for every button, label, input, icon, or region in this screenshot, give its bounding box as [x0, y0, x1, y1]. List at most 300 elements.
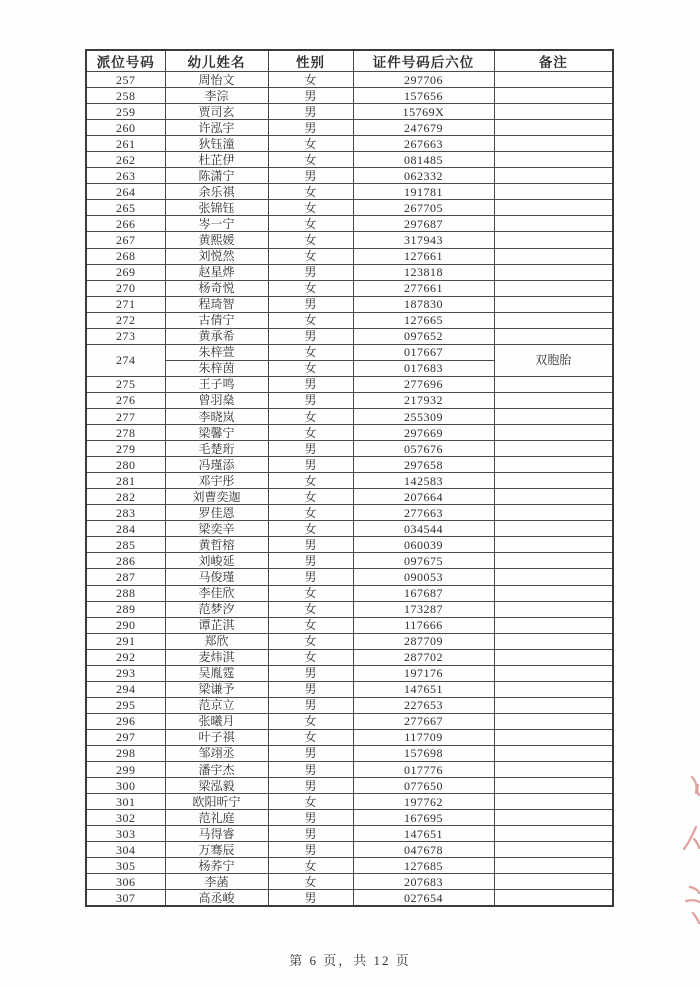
table-row — [86, 232, 613, 248]
cell-note — [494, 794, 613, 810]
cell-number: 302 — [86, 810, 165, 826]
cell-gender: 女 — [268, 408, 353, 424]
cell-gender: 女 — [268, 649, 353, 665]
cell-id: 15769X — [353, 104, 494, 120]
cell-note — [494, 569, 613, 585]
cell-id: 123818 — [353, 264, 494, 280]
cell-id: 277696 — [353, 376, 494, 392]
table-row — [86, 264, 613, 280]
cell-name: 谭芷淇 — [165, 617, 268, 633]
cell-note — [494, 713, 613, 729]
cell-gender: 男 — [268, 778, 353, 794]
cell-id: 197762 — [353, 794, 494, 810]
cell-number: 258 — [86, 88, 165, 104]
cell-note — [494, 280, 613, 296]
cell-name: 邓宇彤 — [165, 473, 268, 489]
cell-id: 167687 — [353, 585, 494, 601]
cell-name: 朱梓茵 — [165, 360, 268, 376]
cell-number: 289 — [86, 601, 165, 617]
cell-name: 冯瑾添 — [165, 457, 268, 473]
cell-name: 贾司玄 — [165, 104, 268, 120]
cell-id: 187830 — [353, 296, 494, 312]
cell-number: 294 — [86, 681, 165, 697]
cell-gender: 男 — [268, 537, 353, 553]
cell-id: 157656 — [353, 88, 494, 104]
cell-note — [494, 681, 613, 697]
cell-name: 王子鸣 — [165, 376, 268, 392]
cell-id: 217932 — [353, 392, 494, 408]
cell-gender: 女 — [268, 713, 353, 729]
cell-number: 270 — [86, 280, 165, 296]
cell-gender: 女 — [268, 505, 353, 521]
cell-note — [494, 762, 613, 778]
cell-name: 许泓宇 — [165, 120, 268, 136]
cell-id: 057676 — [353, 441, 494, 457]
cell-name: 周怡文 — [165, 72, 268, 88]
table-row — [86, 489, 613, 505]
cell-name: 刘曹奕迦 — [165, 489, 268, 505]
table-row — [86, 200, 613, 216]
table-row — [86, 392, 613, 408]
cell-number: 287 — [86, 569, 165, 585]
table-row — [86, 842, 613, 858]
table-row — [86, 826, 613, 842]
cell-name: 赵星烨 — [165, 264, 268, 280]
cell-name: 张曦月 — [165, 713, 268, 729]
table-row — [86, 376, 613, 392]
cell-gender: 男 — [268, 457, 353, 473]
table-row — [86, 441, 613, 457]
cell-number: 298 — [86, 745, 165, 761]
cell-note — [494, 826, 613, 842]
cell-gender: 女 — [268, 344, 353, 360]
cell-gender: 女 — [268, 136, 353, 152]
cell-number: 264 — [86, 184, 165, 200]
cell-number: 306 — [86, 874, 165, 890]
header-gender: 性别 — [268, 50, 353, 72]
cell-note — [494, 120, 613, 136]
cell-gender: 女 — [268, 633, 353, 649]
cell-note — [494, 216, 613, 232]
allocation-roster-table — [85, 49, 614, 907]
cell-id: 090053 — [353, 569, 494, 585]
table-row — [86, 104, 613, 120]
table-row — [86, 874, 613, 890]
cell-gender: 男 — [268, 168, 353, 184]
table-row — [86, 665, 613, 681]
cell-name: 李菡 — [165, 874, 268, 890]
cell-number: 277 — [86, 408, 165, 424]
table-row — [86, 457, 613, 473]
cell-name: 李淙 — [165, 88, 268, 104]
table-row — [86, 649, 613, 665]
cell-gender: 女 — [268, 184, 353, 200]
cell-id: 317943 — [353, 232, 494, 248]
table-row — [86, 184, 613, 200]
cell-gender: 女 — [268, 360, 353, 376]
cell-name: 陈潇宁 — [165, 168, 268, 184]
cell-id: 157698 — [353, 745, 494, 761]
cell-id: 127685 — [353, 858, 494, 874]
cell-note — [494, 104, 613, 120]
cell-number: 271 — [86, 296, 165, 312]
cell-id: 297687 — [353, 216, 494, 232]
cell-id: 277667 — [353, 713, 494, 729]
cell-note — [494, 72, 613, 88]
cell-note — [494, 489, 613, 505]
table-row — [86, 794, 613, 810]
cell-gender: 男 — [268, 681, 353, 697]
cell-gender: 男 — [268, 88, 353, 104]
cell-gender: 男 — [268, 762, 353, 778]
cell-id: 167695 — [353, 810, 494, 826]
cell-note — [494, 152, 613, 168]
table-row — [86, 120, 613, 136]
cell-id: 097652 — [353, 328, 494, 344]
cell-gender: 女 — [268, 248, 353, 264]
cell-gender: 男 — [268, 328, 353, 344]
cell-note — [494, 312, 613, 328]
cell-note — [494, 537, 613, 553]
cell-number: 295 — [86, 697, 165, 713]
table-row — [86, 858, 613, 874]
cell-gender: 男 — [268, 553, 353, 569]
cell-name: 朱梓萱 — [165, 344, 268, 360]
cell-id: 034544 — [353, 521, 494, 537]
cell-name: 万骞辰 — [165, 842, 268, 858]
table-row — [86, 473, 613, 489]
table-row — [86, 408, 613, 424]
cell-note — [494, 649, 613, 665]
cell-number: 267 — [86, 232, 165, 248]
cell-id: 017776 — [353, 762, 494, 778]
table-row — [86, 168, 613, 184]
cell-number: 273 — [86, 328, 165, 344]
cell-note — [494, 184, 613, 200]
cell-name: 梁奕辛 — [165, 521, 268, 537]
cell-number: 303 — [86, 826, 165, 842]
cell-id: 127665 — [353, 312, 494, 328]
cell-number: 297 — [86, 729, 165, 745]
cell-note — [494, 585, 613, 601]
cell-number: 263 — [86, 168, 165, 184]
cell-note — [494, 136, 613, 152]
header-child-name: 幼儿姓名 — [165, 50, 268, 72]
header-allocation-number: 派位号码 — [86, 50, 165, 72]
table-row — [86, 312, 613, 328]
cell-id: 267663 — [353, 136, 494, 152]
cell-gender: 女 — [268, 874, 353, 890]
cell-note — [494, 601, 613, 617]
cell-gender: 女 — [268, 601, 353, 617]
cell-number: 262 — [86, 152, 165, 168]
cell-note — [494, 376, 613, 392]
cell-gender: 男 — [268, 826, 353, 842]
cell-number: 285 — [86, 537, 165, 553]
cell-gender: 男 — [268, 569, 353, 585]
cell-note — [494, 168, 613, 184]
cell-note — [494, 248, 613, 264]
table-row — [86, 729, 613, 745]
cell-number: 301 — [86, 794, 165, 810]
cell-id: 297669 — [353, 425, 494, 441]
cell-name: 马得睿 — [165, 826, 268, 842]
cell-note — [494, 457, 613, 473]
cell-id: 287709 — [353, 633, 494, 649]
cell-id: 227653 — [353, 697, 494, 713]
cell-note — [494, 232, 613, 248]
cell-note — [494, 745, 613, 761]
page-footer: 第 6 页，共 12 页 — [289, 953, 411, 968]
red-seal-stamp-fragment — [678, 765, 700, 940]
cell-gender: 女 — [268, 72, 353, 88]
cell-id: 017667 — [353, 344, 494, 360]
table-row — [86, 248, 613, 264]
cell-id: 297658 — [353, 457, 494, 473]
cell-gender: 男 — [268, 376, 353, 392]
cell-gender: 男 — [268, 697, 353, 713]
cell-note — [494, 842, 613, 858]
table-row — [86, 505, 613, 521]
cell-id: 207664 — [353, 489, 494, 505]
cell-id: 117709 — [353, 729, 494, 745]
cell-number: 290 — [86, 617, 165, 633]
cell-number: 268 — [86, 248, 165, 264]
cell-name: 杜芷伊 — [165, 152, 268, 168]
cell-note — [494, 633, 613, 649]
table-row — [86, 328, 613, 344]
cell-gender: 女 — [268, 216, 353, 232]
cell-note — [494, 553, 613, 569]
cell-number: 291 — [86, 633, 165, 649]
cell-name: 余乐祺 — [165, 184, 268, 200]
cell-number: 283 — [86, 505, 165, 521]
cell-id: 255309 — [353, 408, 494, 424]
cell-id: 027654 — [353, 890, 494, 907]
table-row — [86, 537, 613, 553]
cell-id: 277661 — [353, 280, 494, 296]
cell-id: 117666 — [353, 617, 494, 633]
cell-id: 127661 — [353, 248, 494, 264]
cell-gender: 男 — [268, 890, 353, 907]
cell-gender: 女 — [268, 425, 353, 441]
table-row — [86, 890, 613, 907]
cell-gender: 女 — [268, 617, 353, 633]
cell-number: 282 — [86, 489, 165, 505]
cell-note — [494, 858, 613, 874]
cell-number: 257 — [86, 72, 165, 88]
cell-id: 062332 — [353, 168, 494, 184]
cell-name: 梁馨宁 — [165, 425, 268, 441]
cell-gender: 男 — [268, 810, 353, 826]
cell-gender: 男 — [268, 120, 353, 136]
cell-gender: 女 — [268, 200, 353, 216]
cell-name: 岑一宁 — [165, 216, 268, 232]
cell-note — [494, 296, 613, 312]
cell-name: 刘悦然 — [165, 248, 268, 264]
cell-id: 287702 — [353, 649, 494, 665]
cell-number: 269 — [86, 264, 165, 280]
cell-id: 173287 — [353, 601, 494, 617]
table-row — [86, 617, 613, 633]
cell-gender: 女 — [268, 521, 353, 537]
cell-gender: 女 — [268, 794, 353, 810]
cell-name: 黄承希 — [165, 328, 268, 344]
cell-note — [494, 88, 613, 104]
cell-name: 郑欣 — [165, 633, 268, 649]
cell-number: 305 — [86, 858, 165, 874]
cell-gender: 男 — [268, 665, 353, 681]
cell-id: 267705 — [353, 200, 494, 216]
cell-gender: 男 — [268, 264, 353, 280]
cell-id: 142583 — [353, 473, 494, 489]
table-row — [86, 216, 613, 232]
cell-id: 097675 — [353, 553, 494, 569]
cell-gender: 女 — [268, 473, 353, 489]
cell-note — [494, 425, 613, 441]
table-row — [86, 280, 613, 296]
cell-note — [494, 328, 613, 344]
cell-name: 张锦钰 — [165, 200, 268, 216]
cell-id: 247679 — [353, 120, 494, 136]
cell-note — [494, 521, 613, 537]
cell-id: 017683 — [353, 360, 494, 376]
cell-note — [494, 874, 613, 890]
cell-name: 吴胤霆 — [165, 665, 268, 681]
cell-name: 李晓岚 — [165, 408, 268, 424]
table-row — [86, 88, 613, 104]
cell-id: 297706 — [353, 72, 494, 88]
table-row — [86, 697, 613, 713]
table-body — [86, 72, 613, 907]
cell-gender: 女 — [268, 585, 353, 601]
cell-name: 麦炜淇 — [165, 649, 268, 665]
table-row — [86, 569, 613, 585]
cell-name: 范礼庭 — [165, 810, 268, 826]
cell-number: 272 — [86, 312, 165, 328]
cell-id: 191781 — [353, 184, 494, 200]
cell-name: 李佳欣 — [165, 585, 268, 601]
cell-name: 黄熙媛 — [165, 232, 268, 248]
table-row — [86, 633, 613, 649]
cell-number: 288 — [86, 585, 165, 601]
cell-gender: 男 — [268, 392, 353, 408]
table-row — [86, 425, 613, 441]
cell-number: 259 — [86, 104, 165, 120]
table-row — [86, 553, 613, 569]
cell-name: 罗佳恩 — [165, 505, 268, 521]
cell-note — [494, 665, 613, 681]
table-row — [86, 585, 613, 601]
cell-number: 280 — [86, 457, 165, 473]
table-row — [86, 762, 613, 778]
cell-number: 300 — [86, 778, 165, 794]
cell-id: 197176 — [353, 665, 494, 681]
cell-number: 266 — [86, 216, 165, 232]
cell-note — [494, 729, 613, 745]
cell-gender: 女 — [268, 232, 353, 248]
cell-gender: 男 — [268, 842, 353, 858]
cell-number: 304 — [86, 842, 165, 858]
cell-number: 261 — [86, 136, 165, 152]
cell-note — [494, 778, 613, 794]
cell-gender: 男 — [268, 745, 353, 761]
cell-name: 潘宇杰 — [165, 762, 268, 778]
cell-id: 060039 — [353, 537, 494, 553]
cell-id: 147651 — [353, 681, 494, 697]
cell-name: 邹翊丞 — [165, 745, 268, 761]
cell-number: 275 — [86, 376, 165, 392]
cell-name: 黄哲榕 — [165, 537, 268, 553]
header-remarks: 备注 — [494, 50, 613, 72]
cell-id: 077650 — [353, 778, 494, 794]
cell-name: 杨荞宁 — [165, 858, 268, 874]
cell-number: 276 — [86, 392, 165, 408]
table-row — [86, 810, 613, 826]
cell-note — [494, 697, 613, 713]
table-row — [86, 713, 613, 729]
cell-note: 双胞胎 — [494, 344, 613, 376]
table-row — [86, 778, 613, 794]
cell-number: 296 — [86, 713, 165, 729]
cell-number: 281 — [86, 473, 165, 489]
cell-number: 274 — [86, 344, 165, 376]
cell-id: 207683 — [353, 874, 494, 890]
cell-note — [494, 473, 613, 489]
cell-note — [494, 890, 613, 907]
cell-gender: 男 — [268, 296, 353, 312]
header-id-last-six: 证件号码后六位 — [353, 50, 494, 72]
cell-number: 286 — [86, 553, 165, 569]
cell-name: 欧阳昕宁 — [165, 794, 268, 810]
cell-note — [494, 617, 613, 633]
cell-number: 260 — [86, 120, 165, 136]
cell-id: 147651 — [353, 826, 494, 842]
cell-name: 梁谦予 — [165, 681, 268, 697]
cell-gender: 女 — [268, 729, 353, 745]
cell-gender: 女 — [268, 858, 353, 874]
table-row — [86, 136, 613, 152]
cell-name: 高丞峻 — [165, 890, 268, 907]
cell-name: 范京立 — [165, 697, 268, 713]
cell-gender: 男 — [268, 441, 353, 457]
cell-name: 范梦汐 — [165, 601, 268, 617]
cell-id: 277663 — [353, 505, 494, 521]
cell-name: 叶子祺 — [165, 729, 268, 745]
table-header-row — [86, 50, 613, 72]
cell-number: 292 — [86, 649, 165, 665]
cell-name: 曾羽燊 — [165, 392, 268, 408]
cell-name: 狄钰潼 — [165, 136, 268, 152]
cell-id: 047678 — [353, 842, 494, 858]
cell-number: 278 — [86, 425, 165, 441]
cell-note — [494, 392, 613, 408]
table-row — [86, 72, 613, 88]
cell-note — [494, 810, 613, 826]
cell-gender: 女 — [268, 280, 353, 296]
cell-name: 古倩宁 — [165, 312, 268, 328]
cell-number: 265 — [86, 200, 165, 216]
table-row — [86, 745, 613, 761]
cell-note — [494, 441, 613, 457]
cell-note — [494, 505, 613, 521]
table-row — [86, 601, 613, 617]
table-row — [86, 152, 613, 168]
table-row — [86, 521, 613, 537]
cell-gender: 男 — [268, 104, 353, 120]
cell-number: 307 — [86, 890, 165, 907]
cell-name: 程琦智 — [165, 296, 268, 312]
